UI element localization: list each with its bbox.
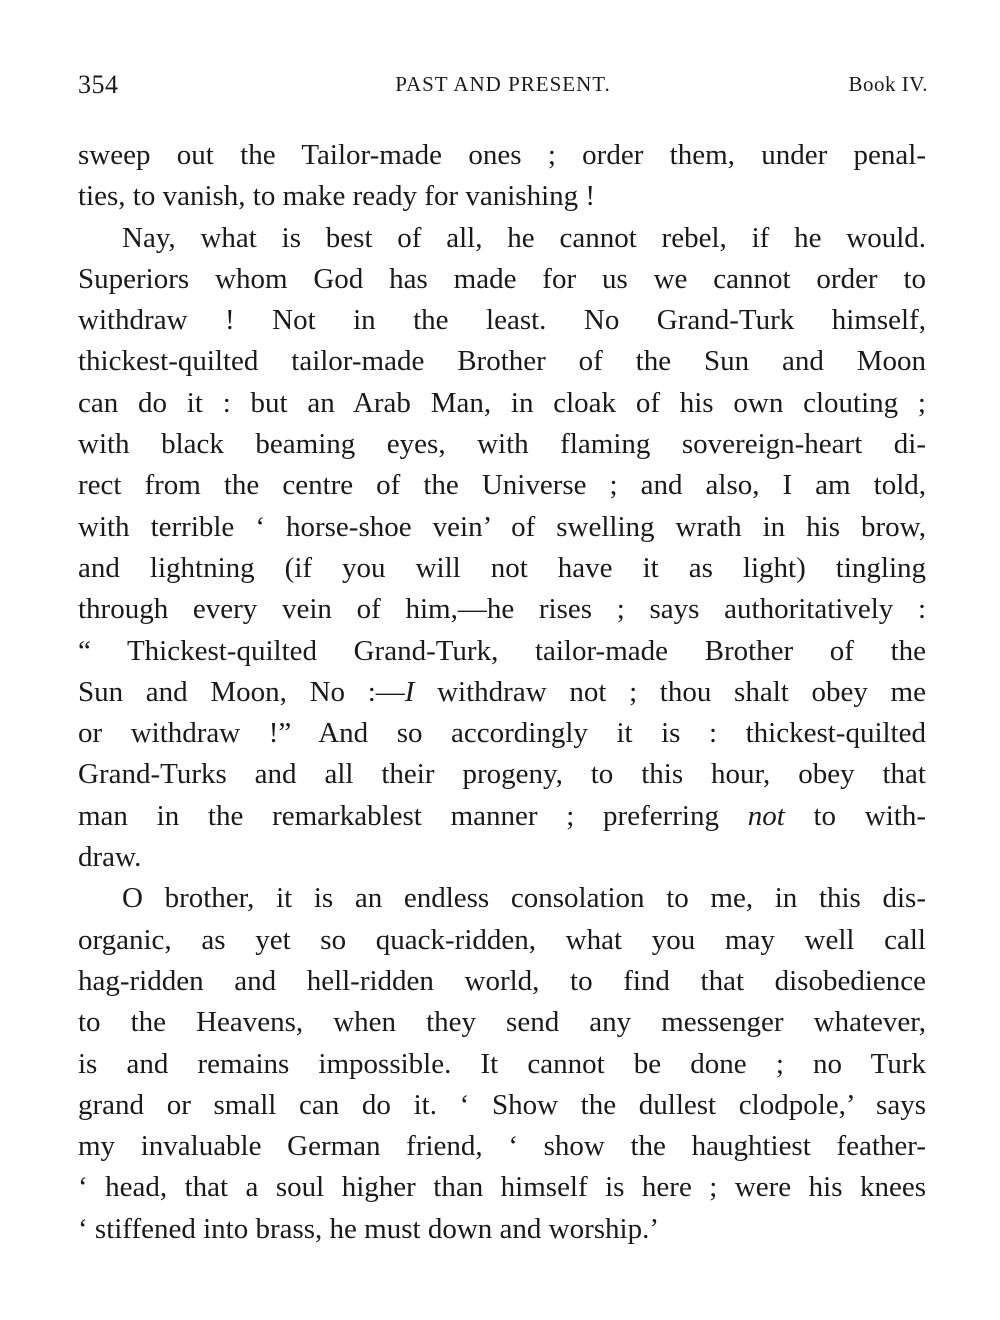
running-head (78, 70, 928, 104)
text-segment: O brother, it is an endless consolation to me, in this dis- (122, 882, 926, 915)
text-segment: or withdraw !” And so accordingly it is : thickest-quilted (78, 717, 926, 750)
text-segment: grand or small can do it. ‘ Show the dullest clodpole,’ says (78, 1088, 926, 1121)
text-segment: draw. (78, 841, 142, 874)
text-line (78, 1044, 926, 1085)
text-line (78, 507, 926, 548)
text-line (78, 300, 926, 341)
text-segment: “ Thickest-quilted Grand-Turk, tailor-made Brother of the (78, 634, 926, 667)
text-segment: ‘ stiffened into brass, he must down and worship.’ (78, 1212, 659, 1245)
text-line (78, 424, 926, 465)
italic-text: I (404, 675, 415, 708)
text-line (78, 837, 926, 878)
body-text (78, 135, 926, 1250)
text-segment: with terrible ‘ horse-shoe vein’ of swelling wrath in his brow, (78, 510, 926, 543)
text-line (78, 341, 926, 382)
text-segment: ‘ head, that a soul higher than himself is here ; were his knees (78, 1171, 926, 1204)
text-segment: and lightning (if you will not have it as light) tingling (78, 551, 926, 584)
text-line (78, 961, 926, 1002)
text-line (78, 672, 926, 713)
text-segment: my invaluable German friend, ‘ show the haughtiest feather- (78, 1130, 926, 1163)
text-segment: sweep out the Tailor-made ones ; order them, under penal- (78, 139, 926, 171)
text-segment: Sun and Moon, No :— (78, 675, 405, 708)
text-line (78, 259, 926, 300)
text-segment: withdraw not ; thou shalt obey me (414, 675, 926, 708)
text-line (78, 465, 926, 506)
text-line (78, 1002, 926, 1043)
text-line (78, 713, 926, 754)
book-label: Book IV. (848, 72, 928, 96)
text-segment: thickest-quilted tailor-made Brother of the Sun and Moon (78, 345, 926, 378)
text-line (78, 1167, 926, 1208)
text-segment: organic, as yet so quack-ridden, what you may well call (78, 923, 926, 956)
text-line (78, 548, 926, 589)
text-segment: through every vein of him,—he rises ; says authoritatively : (78, 593, 926, 626)
text-line (78, 631, 926, 672)
text-line (78, 920, 926, 961)
text-line (78, 1209, 926, 1250)
text-segment: ties, to vanish, to make ready for vanishing ! (78, 180, 596, 213)
running-title: PAST AND PRESENT. (395, 72, 611, 96)
text-segment: to with- (784, 799, 926, 832)
text-segment: with black beaming eyes, with flaming sovereign-heart di- (78, 428, 926, 461)
text-line (78, 383, 926, 424)
text-segment: can do it : but an Arab Man, in cloak of his own clouting ; (78, 386, 926, 419)
text-segment: Nay, what is best of all, he cannot rebel, if he would. (122, 221, 926, 254)
text-segment: withdraw ! Not in the least. No Grand-Turk himself, (78, 304, 926, 337)
text-line (78, 796, 926, 837)
italic-text: not (747, 799, 785, 832)
text-line (78, 135, 926, 176)
text-segment: man in the remarkablest manner ; preferring (78, 799, 748, 832)
text-line (78, 218, 926, 259)
text-segment: hag-ridden and hell-ridden world, to find that disobedience (78, 964, 926, 997)
text-line (78, 176, 926, 217)
text-segment: is and remains impossible. It cannot be done ; no Turk (78, 1047, 926, 1080)
text-line (78, 878, 926, 919)
text-segment: to the Heavens, when they send any messenger whatever, (78, 1006, 926, 1039)
text-segment: rect from the centre of the Universe ; and also, I am told, (78, 469, 926, 502)
text-line (78, 589, 926, 630)
text-line (78, 1085, 926, 1126)
text-segment: Grand-Turks and all their progeny, to this hour, obey that (78, 758, 926, 791)
page-number: 354 (78, 70, 119, 99)
text-line (78, 1126, 926, 1167)
text-segment: Superiors whom God has made for us we cannot order to (78, 262, 926, 295)
text-line (78, 754, 926, 795)
